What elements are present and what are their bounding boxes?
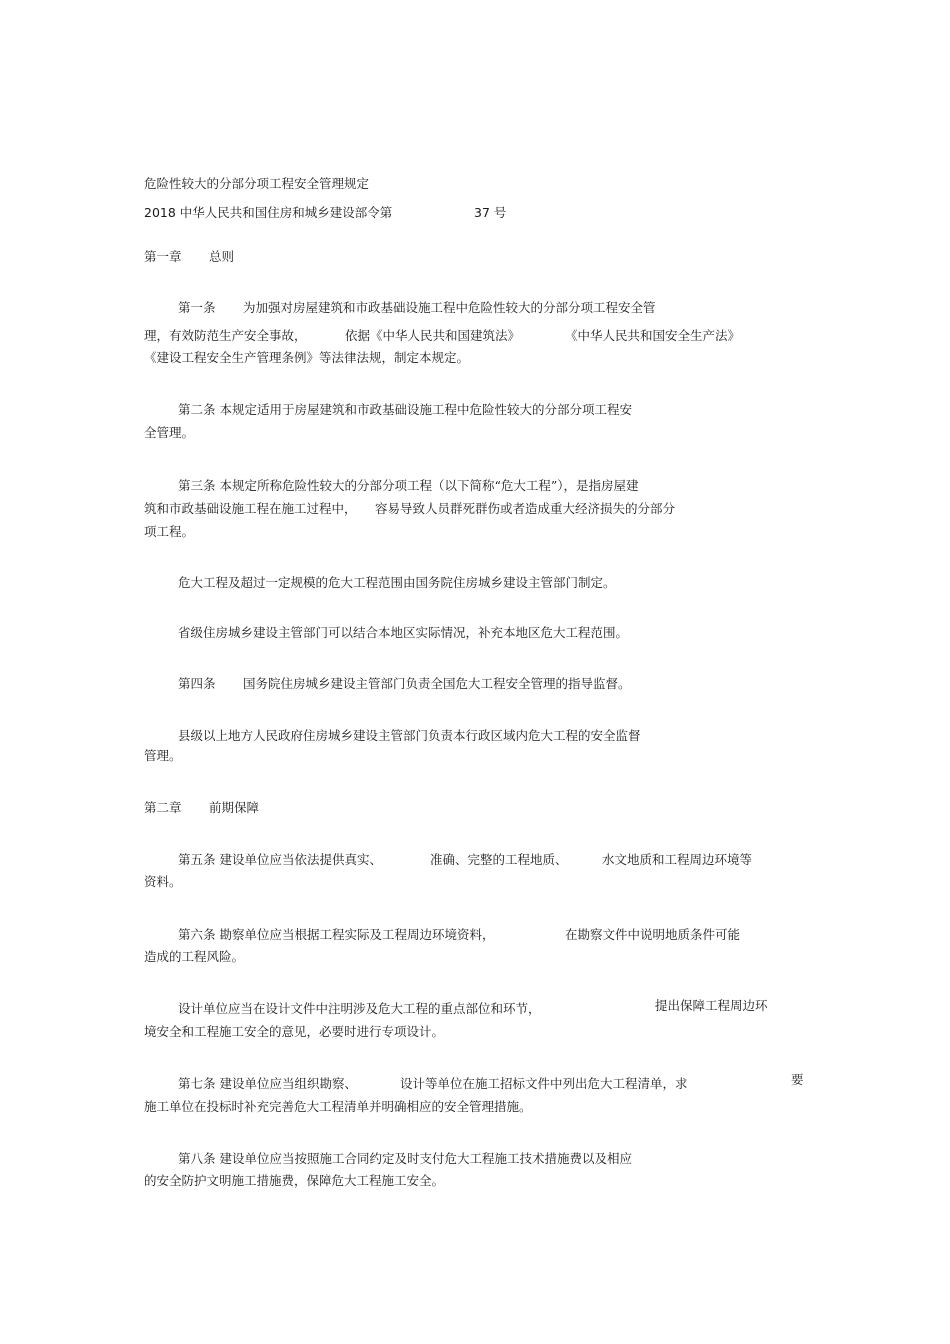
chapter1-name: 总则 bbox=[209, 249, 235, 264]
art1-line2a: 理，有效防范生产安全事故， bbox=[144, 328, 307, 343]
art3-line3: 项工程。 bbox=[144, 524, 195, 539]
para-county-line1: 县级以上地方人民政府住房城乡建设主管部门负责本行政区域内危大工程的安全监督 bbox=[178, 728, 641, 743]
art2-line1: 第二条 本规定适用于房屋建筑和市政基础设施工程中危险性较大的分部分项工程安 bbox=[178, 402, 632, 417]
art1-line3: 《建设工程安全生产管理条例》等法律法规，制定本规定。 bbox=[144, 350, 470, 365]
decree-line bbox=[144, 205, 392, 221]
para-province: 省级住房城乡建设主管部门可以结合本地区实际情况，补充本地区危大工程范围。 bbox=[178, 625, 629, 640]
chapter2-name: 前期保障 bbox=[209, 800, 260, 815]
art4-label: 第四条 bbox=[178, 676, 216, 691]
art1-line1: 为加强对房屋建筑和市政基础设施工程中危险性较大的分部分项工程安全管 bbox=[243, 300, 656, 315]
decree-issuer: 中华人民共和国住房和城乡建设部令第 bbox=[179, 205, 393, 220]
art7-line1a: 第七条 建设单位应当组织勘察、 bbox=[178, 1076, 357, 1091]
art5-line1a: 第五条 建设单位应当依法提供真实、 bbox=[178, 852, 382, 867]
chapter1-label: 第一章 bbox=[144, 249, 182, 264]
document-title: 危险性较大的分部分项工程安全管理规定 bbox=[144, 176, 370, 191]
art6-line1a: 第六条 勘察单位应当根据工程实际及工程周边环境资料， bbox=[178, 927, 495, 942]
art7-line2: 施工单位在投标时补充完善危大工程清单并明确相应的安全管理措施。 bbox=[144, 1099, 532, 1114]
art7-line1c: 要 bbox=[791, 1072, 804, 1087]
para-design-line1b: 提出保障工程周边环 bbox=[655, 998, 768, 1013]
art6-line1b: 在勘察文件中说明地质条件可能 bbox=[565, 927, 741, 942]
art1-line2b: 依据《中华人民共和国建筑法》 bbox=[345, 328, 521, 343]
art1-line2c: 《中华人民共和国安全生产法》 bbox=[565, 328, 741, 343]
chapter2-label: 第二章 bbox=[144, 800, 182, 815]
art8-line2: 的安全防护文明施工措施费，保障危大工程施工安全。 bbox=[144, 1173, 445, 1188]
art5-line2: 资料。 bbox=[144, 874, 182, 889]
decree-number: 37 号 bbox=[474, 205, 507, 220]
para-county-line2: 管理。 bbox=[144, 748, 182, 763]
art6-line2: 造成的工程风险。 bbox=[144, 949, 245, 964]
para-design-line2: 境安全和工程施工安全的意见，必要时进行专项设计。 bbox=[144, 1024, 445, 1039]
art1-label: 第一条 bbox=[178, 300, 216, 315]
para-design-line1a: 设计单位应当在设计文件中注明涉及危大工程的重点部位和环节， bbox=[178, 1001, 541, 1016]
art5-line1c: 水文地质和工程周边环境等 bbox=[602, 852, 753, 867]
art3-line2b: 容易导致人员群死群伤或者造成重大经济损失的分部分 bbox=[375, 501, 676, 516]
art2-line2: 全管理。 bbox=[144, 425, 195, 440]
decree-year: 2018 bbox=[144, 205, 176, 220]
art5-line1b: 准确、完整的工程地质、 bbox=[430, 852, 568, 867]
art3-line1: 第三条 本规定所称危险性较大的分部分项工程（以下简称“危大工程”），是指房屋建 bbox=[178, 478, 639, 493]
art4-text: 国务院住房城乡建设主管部门负责全国危大工程安全管理的指导监督。 bbox=[243, 676, 631, 691]
para-scope: 危大工程及超过一定规模的危大工程范围由国务院住房城乡建设主管部门制定。 bbox=[178, 575, 616, 590]
art8-line1: 第八条 建设单位应当按照施工合同约定及时支付危大工程施工技术措施费以及相应 bbox=[178, 1151, 632, 1166]
art7-line1b: 设计等单位在施工招标文件中列出危大工程清单，求 bbox=[400, 1076, 688, 1091]
art3-line2a: 筑和市政基础设施工程在施工过程中， bbox=[144, 501, 357, 516]
